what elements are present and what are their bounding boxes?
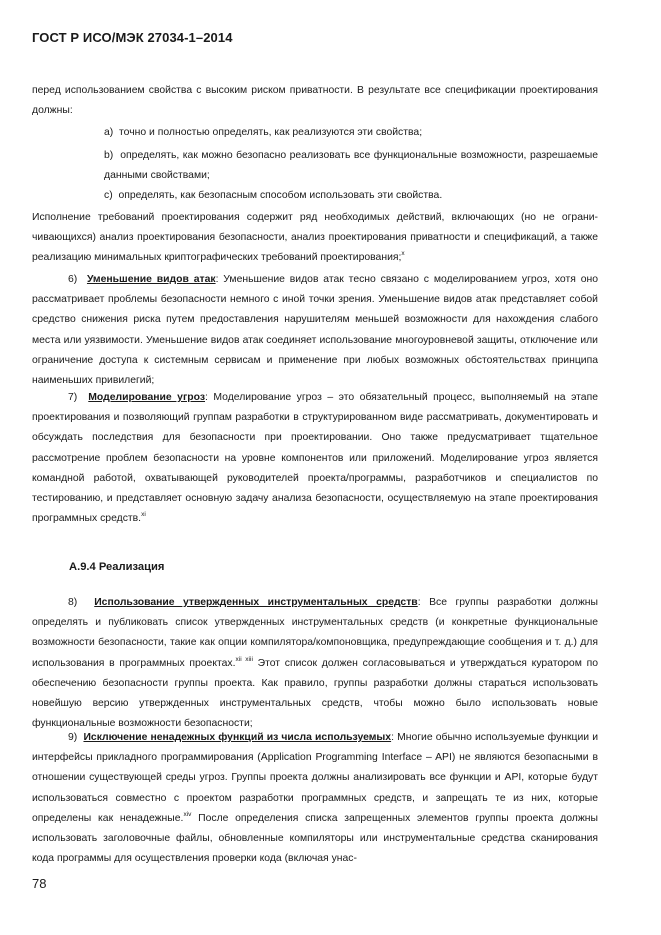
document-header: ГОСТ Р ИСО/МЭК 27034-1–2014 — [32, 30, 233, 45]
list-item — [104, 186, 598, 206]
intro-paragraph: перед использованием свойства с высоким риском приватности. В результате все спецификации проектирования должны: — [32, 85, 598, 117]
footnote-ref: xi — [141, 511, 146, 519]
item-8-paragraph — [32, 593, 598, 734]
item-text: : Все группы разработки должны определять и публиковать список утвержденных инструментальных средств (и конкретные функциональные возможности безопасности, такие как опции компилятора/компоновщика, предупреждающие сообщения и т. д.) для использования в программных проектах. — [32, 597, 598, 669]
item-7-paragraph — [32, 388, 598, 529]
footnote-ref: xiv — [183, 810, 192, 818]
item-6-paragraph — [32, 270, 598, 391]
item-text-continued: Этот список должен согласовываться и утверждаться куратором по обеспечению безопасности группы проекта. Как правило, группы разработки должны стараться использовать новейшую версию утвержденных инструментальных средств, чтобы можно было использовать новые функциональные возможности безопасности; — [32, 657, 598, 730]
footnote-ref: x — [401, 250, 405, 258]
list-text: определять, как можно безопасно реализовать все функциональные возможности, разрешаемые данными свойствами; — [104, 150, 598, 182]
item-term: Исключение ненадежных функций из числа используемых — [83, 732, 392, 743]
list-item — [104, 123, 598, 143]
item-text-continued: После определения списка запрещенных элементов группы проекта должны использовать заголовочные файлы, обновленные компиляторы или инструментальные средства сканирования кода программы для осуществления проверки кода (включая унас- — [32, 812, 599, 865]
item-9-paragraph — [32, 728, 598, 869]
list-item — [104, 146, 598, 186]
item-term: Моделирование угроз — [88, 392, 206, 403]
item-term: Уменьшение видов атак — [86, 274, 216, 285]
list-marker: а) — [104, 127, 114, 138]
requirements-paragraph — [32, 208, 598, 269]
item-number: 6) — [68, 274, 78, 285]
list-text: определять, как безопасным способом использовать эти свойства. — [118, 190, 443, 201]
item-number: 7) — [68, 392, 78, 403]
page-number: 78 — [32, 876, 47, 891]
item-number: 9) — [68, 732, 78, 743]
footnote-ref: xii xiii — [235, 655, 253, 663]
item-text: : Многие обычно используемые функции и интерфейсы прикладного программирования (Application Programming Interface – API) не являются безопасными в отношении существующей среды угроз. Группы проекта должны анализировать все функции и API, которые будут использоваться совместно с проектом разработки программных средств, и запрещать те из них, которые определены как ненадежные. — [32, 732, 598, 824]
item-term: Использование утвержденных инструментальных средств — [94, 597, 418, 608]
list-text: точно и полностью определять, как реализуются эти свойства; — [119, 127, 423, 138]
section-heading: А.9.4 Реализация — [69, 561, 165, 573]
item-text: : Моделирование угроз – это обязательный процесс, выполняемый на этапе проектирования и позволяющий группам разработки в структурированном виде рассматривать, документировать и обсуждать последствия для безопасности при проектировании. Оно также предусматривает тщательное рассмотрение проблем безопасности на уровне компонентов или приложений. Моделирование угроз является командной работой, охватывающей руководителей проекта/программы, разработчиков и специалистов по тестированию, и представляет основную задачу анализа безопасности, осуществляемую на этапе проектирования программных средств. — [32, 392, 598, 525]
item-text: : Уменьшение видов атак тесно связано с моделированием угроз, хотя оно рассматривает проблемы безопасности немного с иной точки зрения. Уменьшение видов атак представляет собой средство снижения риска путем предоставления нарушителям меньшей возможности для нахождения слабого места или уязвимости. Уменьшение видов атак соединяет использование многоуровневой защиты, отключение или ограничение доступа к системным сервисам и применение при любых возможных обстоятельствах принципа наименьших привилегий; — [32, 274, 599, 387]
item-number: 8) — [68, 597, 78, 608]
list-marker: c) — [104, 190, 113, 201]
requirements-text: Исполнение требований проектирования содержит ряд необходимых действий, включающих (но не ограничивающихся) анализ проектирования безопасности, анализ проектирования приватности и спецификаций, а также реализацию минимальных криптографических требований проектирования; — [32, 212, 598, 264]
list-marker: b) — [104, 150, 114, 161]
